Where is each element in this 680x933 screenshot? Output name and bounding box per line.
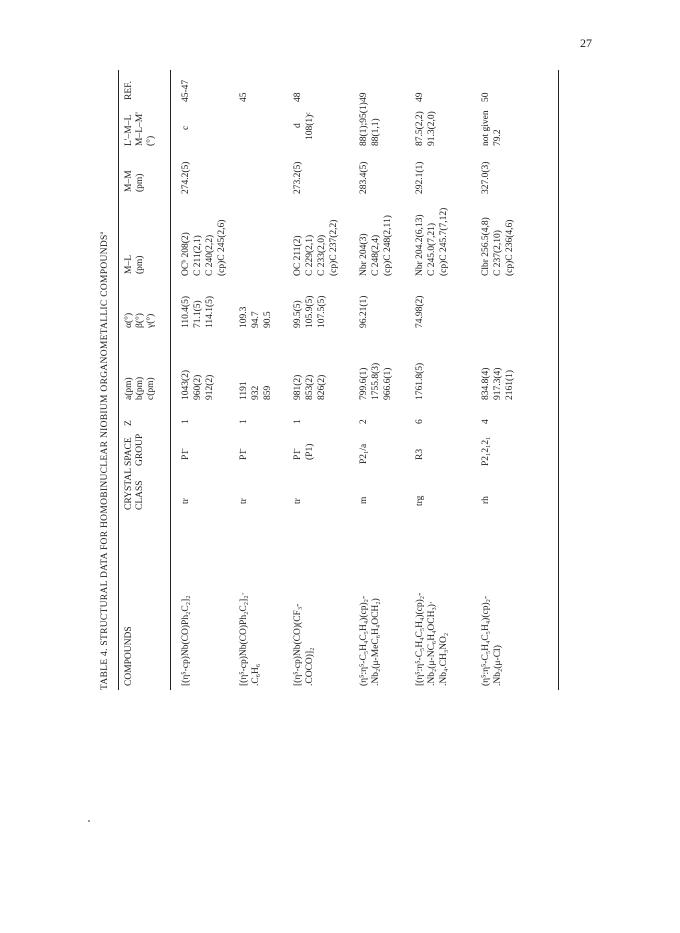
row-4-class: m [359,496,369,504]
row-2-angles: 109.3 94.7 90.5 [239,306,273,328]
row-6-lml: not given 79.2 [481,110,503,146]
row-1-class: tr [181,498,191,504]
row-4-lengths: 799.6(1) 1755.8(3) 966.6(1) [359,362,393,400]
row-3-lml: d 108(1)ᶜ [293,112,315,140]
row-1-mm: 274.2(5) [181,161,191,194]
row-4-ref: 49 [359,92,369,102]
row-5-lengths: 1761.8(5) [415,362,425,400]
row-6-compound: (η⁵:η⁵-C₅H₄C₅H₄)(cp)₂- .Nb₂(μ-Cl) [481,595,503,686]
row-3-ml: OC 211(2) C 229(2,1) C 233(2,0) (cp)C 237(2,2) [293,219,339,276]
row-4-ml: Nbr 204(3) C 248(2,4) (cp)C 248(2,11) [359,215,393,276]
row-6-ref: 50 [481,92,491,102]
row-5-group: R3 [415,448,425,460]
row-1-compound: [(η⁵-cp)Nb(CO)Ph₂C₂]₂ [181,595,191,686]
row-6-ml: Clbr 256.5(4,8) C 237(2,10) (cp)C 236(4,6) [481,217,515,276]
row-3-angles: 99.5(5) 105.9(5) 107.5(5) [293,295,327,328]
row-1-angles: 110.4(5) 71.1(5) 114.1(5) [181,295,215,328]
row-2-compound: [(η⁵-cp)Nb(CO)Ph₂C₂]₂· .C₆H₆ [239,592,261,686]
row-4-lml: 88(1);95(1) 88(1,1) [359,102,381,146]
row-3-z: 1 [293,419,303,424]
row-3-lengths: 981(2) 853(2) 826(2) [293,374,327,400]
header-space-group: SPACE GROUP [124,433,145,466]
row-5-ml: Nbr 204.2(6,13) C 245.0(7,21) (cp)C 245.7(7,12) [415,207,449,276]
table-rule-bottom [558,70,559,690]
row-6-group: P2₁2₁2₁ [481,436,491,466]
row-1-lengths: 1043(2) 960(2) 912(2) [181,369,215,400]
rotated-table [92,70,562,690]
table-title: TABLE 4. STRUCTURAL DATA FOR HOMOBINUCLEAR NIOBIUM ORGANOMETALLIC COMPOUNDSª [100,231,110,690]
row-4-group: P2₁/a [359,443,369,464]
header-z: Z [124,420,134,426]
page-number: 27 [580,36,592,50]
row-6-lengths: 834.8(4) 917.3(4) 2161(1) [481,367,515,400]
row-6-mm: 327.0(3) [481,161,491,194]
row-1-ref: 45-47 [181,79,191,102]
row-1-group: P1̄ [181,449,191,460]
header-m-m: M–M (pm) [124,170,145,192]
row-3-ref: 48 [293,92,303,102]
row-3-compound: [(η⁵-cp)Nb(CO)(CF₃- .COCO)]₂ [293,603,315,686]
row-2-lengths: 1191 932 859 [239,381,273,400]
row-2-ref: 45 [239,92,249,102]
header-m-l: M–L (pm) [124,255,145,274]
header-angles: L'–M–L M–L–M' (°) [124,112,156,146]
header-crystal-class: CRYSTAL CLASS [124,468,145,510]
row-3-class: tr [293,498,303,504]
row-4-mm: 283.4(5) [359,161,369,194]
row-1-z: 1 [181,419,191,424]
row-4-compound: (η⁵:η⁵-C₅H₄C₅H₄)(cp)₂- .Nb₂(μ-MeC₆H₄OCH₂) [359,595,381,686]
row-5-angles: 74.98(2) [415,295,425,328]
row-6-z: 4 [481,419,491,424]
row-4-z: 2 [359,419,369,424]
row-2-group: P1̄ [239,449,249,460]
row-1-lml: c [181,125,191,130]
header-cell-lengths: a(pm) b(pm) c(pm) [124,376,156,400]
table-rule-header [170,70,171,690]
row-5-class: trg [415,495,425,506]
row-3-mm: 273.2(5) [293,161,303,194]
row-2-class: tr [239,498,249,504]
row-5-ref: 49 [415,92,425,102]
row-5-z: 6 [415,419,425,424]
header-compounds: COMPOUNDS [124,626,134,686]
row-3-group: P1̄ (P1) [293,443,315,460]
row-5-lml: 87.5(2,2) 91.3(2,0) [415,111,437,146]
row-2-z: 1 [239,419,249,424]
header-cell-angles: α(°) β(°) γ(°) [124,312,156,328]
row-5-mm: 292.1(1) [415,161,425,194]
row-4-angles: 96.21(1) [359,295,369,328]
table-rule-top [118,70,119,690]
header-ref: REF. [124,80,134,100]
row-6-class: rh [481,496,491,504]
row-5-compound: [(η⁵:η⁵-C₅H₄C₅H₄)(cp)₂- .Nb₂(μ-NC₆H₄OCH₃)· .Nb₄.CH₃NO₂ [415,592,449,686]
scan-speck [88,820,90,822]
row-1-ml: OCᵇ 208(2) C 211(2,1) C 240(2,2) (cp)C 245(2,6) [181,219,227,276]
